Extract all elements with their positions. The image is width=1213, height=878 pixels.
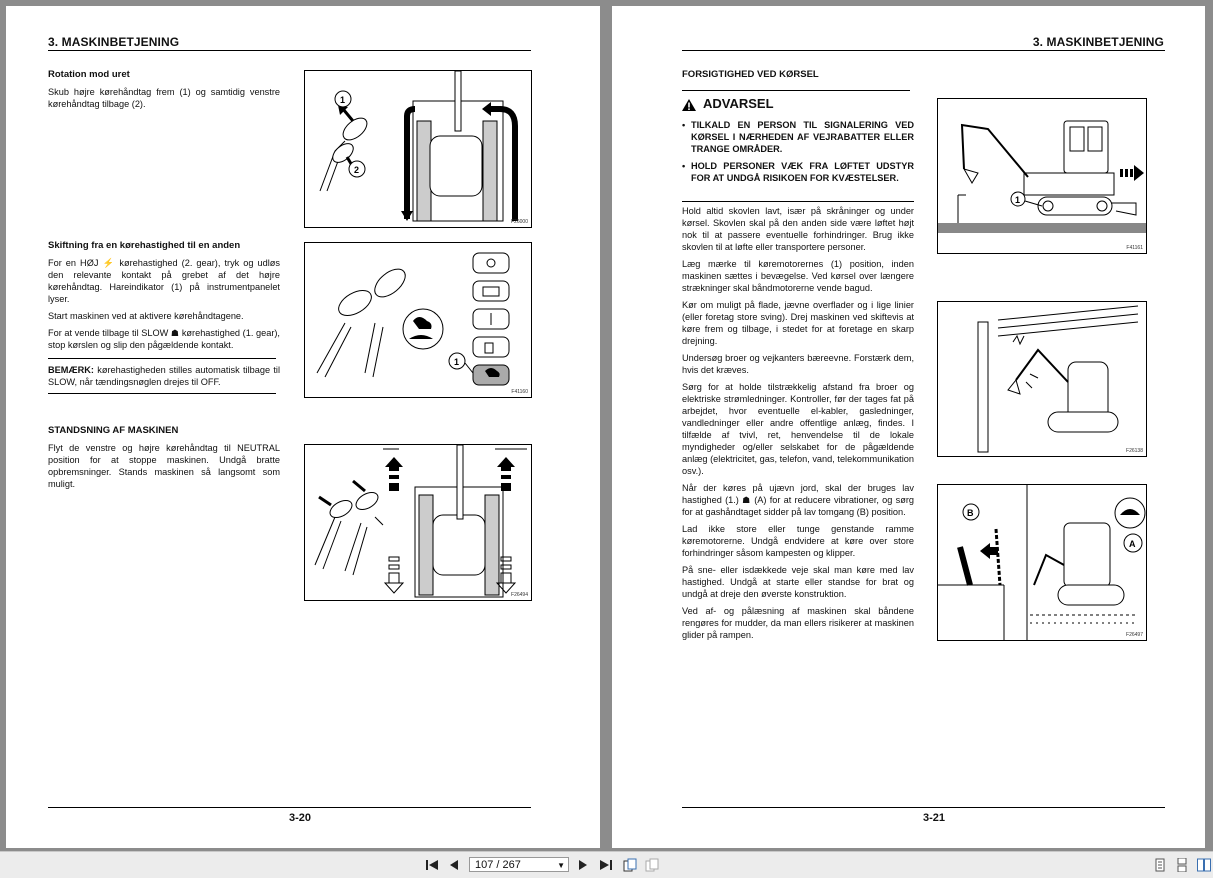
speed-p1: For en HØJ ⚡ kørehastighed (2. gear), tryk og udløs den relevante kontakt på grebet af det højre kørehåndtag. Hareindikator (1) på instrumentpanelet lyser.: [48, 258, 280, 304]
single-page-view-icon[interactable]: [1153, 857, 1167, 873]
section-title-rotation: Rotation mod uret: [48, 69, 130, 80]
paragraph: Undersøg broer og vejkanters bæreevne. Forstærk dem, hvis det kræves.: [682, 353, 914, 375]
figure-stop: [304, 444, 532, 601]
continuous-view-icon[interactable]: [1175, 857, 1189, 873]
paragraph: Kør om muligt på flade, jævne overflader og i lige linier (eller foretag store sving). Drej maskinen ved skiftevis at køre frem og tilbage, i stedet for at foretage en skarp drejning.: [682, 300, 914, 346]
last-page-icon[interactable]: [598, 857, 614, 873]
callout-2: 2: [354, 165, 360, 175]
section-body-speed: [48, 257, 280, 356]
header-rule: [48, 50, 531, 51]
viewer-toolbar: [0, 851, 1213, 878]
callout-b: B: [967, 508, 974, 518]
figure-rotation: [304, 70, 532, 228]
callout-1: 1: [454, 357, 460, 367]
figure-code: F26138: [1126, 448, 1143, 454]
note-rule-top: [48, 358, 276, 359]
paragraph: Lad ikke store eller tunge genstande ramme køremotorerne. Undgå endvidere at køre over store forhindringer såsom kampesten og klipper.: [682, 524, 914, 558]
rotation-illustration: [305, 71, 531, 227]
note-text: kørehastigheden stilles automatisk tilbage til SLOW, når tændingsnøglen drejes til OFF.: [48, 365, 280, 387]
section-title-travel: FORSIGTIGHED VED KØRSEL: [682, 69, 819, 80]
footer-rule: [48, 807, 531, 808]
paragraph: Ved af- og pålæsning af maskinen skal båndene rengøres for mudder, da man ellers risikerer at maskinen glider på rampen.: [682, 606, 914, 640]
header-rule: [682, 50, 1165, 51]
section-body-rotation: Skub højre kørehåndtag frem (1) og samtidig venstre kørehåndtag tilbage (2).: [48, 87, 280, 109]
first-page-icon[interactable]: [424, 857, 440, 873]
warning-rule-top: [682, 90, 910, 91]
figure-powerlines: [937, 301, 1147, 457]
chevron-down-icon[interactable]: ▼: [557, 861, 565, 870]
speed-p2: Start maskinen ved at aktivere kørehåndtagene.: [48, 311, 244, 321]
page-header: 3. MASKINBETJENING: [48, 35, 180, 49]
page-number-field[interactable]: [469, 857, 569, 872]
travel-body: [682, 205, 914, 646]
section-title-stop: STANDSNING AF MASKINEN: [48, 425, 179, 436]
note-block: [48, 364, 280, 388]
powerline-illustration: [938, 302, 1146, 456]
warning-rule-bottom: [682, 201, 914, 202]
speed-illustration: [305, 243, 531, 397]
next-page-icon[interactable]: [576, 857, 590, 873]
right-page: [612, 6, 1205, 848]
figure-travel-motors: [937, 98, 1147, 254]
figure-code: F41160: [511, 389, 528, 395]
stop-illustration: [305, 445, 531, 600]
paragraph: Sørg for at holde tilstrækkelig afstand fra broer og elektriske strømledninger. Kontroller, før der tages fat på arbejdet, hvor eventuelle el-kabler, gasledninger, vandledninger eller andre offentlige anlæg, findes. I tilfælde af tvivl, ret, henvendelse til de lokale myndigheder og/eller selskabet for de pågældende anlæg (elektricitet, gas, telefon, vand, telekommunikation osv.).: [682, 382, 914, 476]
paragraph: Læg mærke til køremotorernes (1) position, inden maskinen sættes i bevægelse. Ved kørsel over længere strækninger skal båndmotorerne vende bagud.: [682, 259, 914, 293]
page-number: 3-21: [923, 812, 946, 824]
speed-p3: For at vende tilbage til SLOW ☗ kørehastighed (1. gear), stop kørslen og slip den pågældende kontakt.: [48, 328, 280, 350]
go-forward-view-icon[interactable]: [644, 857, 660, 873]
figure-code: F41161: [1126, 245, 1143, 251]
warning-icon: [682, 98, 696, 116]
figure-code: F26494: [511, 592, 528, 598]
footer-rule: [682, 807, 1165, 808]
figure-code: F26497: [1126, 632, 1143, 638]
go-back-view-icon[interactable]: [622, 857, 638, 873]
page-header: 3. MASKINBETJENING: [1032, 35, 1164, 49]
section-body-stop: Flyt de venstre og højre kørehåndtag til NEUTRAL position for at stoppe maskinen. Undgå bratte opbremsninger. Stands maskinen så langsomt som muligt.: [48, 443, 280, 489]
paragraph: Hold altid skovlen lavt, især på skråninger og under kørsel. Skovlen skal på den anden side være løftet højt nok til at passere eventuelle forhindringer. Brug ikke skovlen til at løfte eller transportere personer.: [682, 206, 914, 252]
figure-code: F26000: [511, 219, 528, 225]
warning-list: [682, 119, 914, 189]
paragraph: Når der køres på ujævn jord, skal der bruges lav hastighed (1.) ☗ (A) for at reducere vibrationer, og sørg for at gashåndtaget sidder på lav tomgang (B) position.: [682, 483, 914, 517]
warning-item: • HOLD PERSONER VÆK FRA LØFTET UDSTYR FOR AT UNDGÅ RISIKOEN FOR KVÆSTELSER.: [682, 160, 914, 184]
excavator-side-illustration: [938, 99, 1146, 253]
page-number: 3-20: [289, 812, 312, 824]
callout-1: 1: [1015, 195, 1021, 205]
warning-item: • TILKALD EN PERSON TIL SIGNALERING VED KØRSEL I NÆRHEDEN AF VEJRABATTER ELLER TRANGE OMRÅDER.: [682, 119, 914, 155]
figure-rough-ground: [937, 484, 1147, 641]
previous-page-icon[interactable]: [446, 857, 462, 873]
left-page: [6, 6, 600, 848]
note-rule-bottom: [48, 393, 276, 394]
paragraph: På sne- eller isdækkede veje skal man køre med lav hastighed. Undgå at starte eller standse for brat og undgå at dreje den øverste konstruktion.: [682, 565, 914, 599]
rough-ground-illustration: [938, 485, 1146, 640]
section-title-speed: Skiftning fra en kørehastighed til en anden: [48, 240, 241, 251]
note-label: BEMÆRK:: [48, 365, 94, 375]
warning-title: ADVARSEL: [703, 96, 774, 111]
page-number-value: 107 / 267: [475, 859, 521, 871]
callout-a: A: [1129, 539, 1136, 549]
callout-1: 1: [340, 95, 346, 105]
figure-speed: [304, 242, 532, 398]
facing-pages-view-icon[interactable]: [1196, 857, 1212, 873]
